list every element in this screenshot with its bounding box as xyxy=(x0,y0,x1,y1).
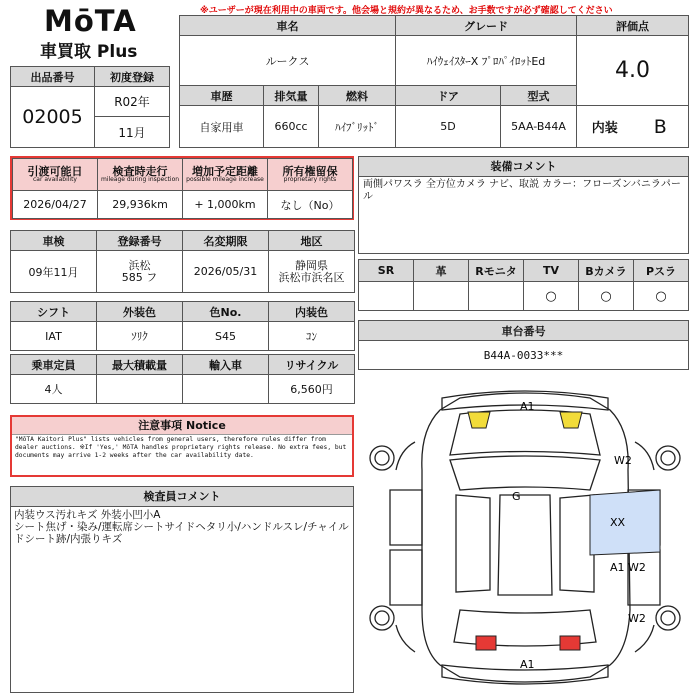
deadline-value: 2026/05/31 xyxy=(183,251,269,293)
ext-color-label: 外装色 xyxy=(97,302,183,322)
car-name-label: 車名 xyxy=(180,16,396,36)
color-no-value: S45 xyxy=(183,322,269,351)
grade-value: ﾊｲｳｪｲｽﾀｰX ﾌﾟﾛﾊﾟｲﾛｯﾄEd xyxy=(396,36,577,86)
option-value-0 xyxy=(359,282,414,311)
area-value: 静岡県 浜松市浜名区 xyxy=(269,251,355,293)
option-value-2 xyxy=(469,282,524,311)
chassis-value: B44A-0033*** xyxy=(359,341,689,370)
a1-w2-label: A1 W2 xyxy=(610,561,646,574)
mota-logo: MōTA xyxy=(44,4,137,38)
recycle-value: 6,560円 xyxy=(269,375,355,404)
recycle-label: リサイクル xyxy=(269,355,355,375)
shift-label: シフト xyxy=(11,302,97,322)
first-reg-label: 初度登録 xyxy=(95,67,170,87)
increase-value: + 1,000km xyxy=(183,191,268,219)
import-label: 輸入車 xyxy=(183,355,269,375)
main-info-table xyxy=(179,15,689,148)
mileage-label: 検査時走行 mileage during inspection xyxy=(98,159,183,191)
xx-label: XX xyxy=(610,516,626,529)
listing-no-value: 02005 xyxy=(11,87,95,148)
plate-label: 登録番号 xyxy=(97,231,183,251)
door-label: ドア xyxy=(396,86,501,106)
int-color-label: 内装色 xyxy=(269,302,355,322)
chassis-label: 車台番号 xyxy=(359,321,689,341)
option-value-4: ○ xyxy=(579,282,634,311)
mota-logo-sub: 車買取 Plus xyxy=(40,42,138,62)
roof-label: G xyxy=(512,490,521,503)
front-light-left xyxy=(468,412,490,428)
shaken-label: 車検 xyxy=(11,231,97,251)
shift-table xyxy=(10,301,355,351)
inspector-title: 検査員コメント xyxy=(11,487,353,507)
chassis-table xyxy=(358,320,689,370)
availability-box xyxy=(10,156,354,220)
fuel-label: 燃料 xyxy=(319,86,396,106)
notice-box xyxy=(10,415,354,477)
first-reg-year: R02年 xyxy=(95,87,170,117)
score-value: 4.0 xyxy=(577,36,689,106)
model-value: 5AA-B44A xyxy=(501,106,577,148)
grade-label: グレード xyxy=(396,16,577,36)
option-value-5: ○ xyxy=(634,282,689,311)
color-no-label: 色No. xyxy=(183,302,269,322)
front-bumper-label: A1 xyxy=(520,400,535,413)
inspector-text: 内装ウス汚れキズ 外装小凹小A シート焦げ・染み/運転席シートサイドヘタリ小/ハンドルスレ/チャイルドシート跡/内張りキズ xyxy=(14,509,349,545)
displacement-value: 660cc xyxy=(264,106,319,148)
seat-value: 4人 xyxy=(11,375,97,404)
score-label: 評価点 xyxy=(577,16,689,36)
w2-front-label: W2 xyxy=(614,454,632,467)
option-value-1 xyxy=(414,282,469,311)
equipment-text: 両側パワスラ 全方位カメラ ナビ、取説 カラー：フローズンバニラパール xyxy=(363,179,681,202)
import-value xyxy=(183,375,269,404)
capacity-table xyxy=(10,354,355,404)
w2-rear-label: W2 xyxy=(628,612,646,625)
rear-light-right xyxy=(560,636,580,650)
area-label: 地区 xyxy=(269,231,355,251)
rear-bumper-label: A1 xyxy=(520,658,535,671)
mileage-value: 29,936km xyxy=(98,191,183,219)
option-label-4: Bカメラ xyxy=(579,260,634,282)
car-name-value: ルークス xyxy=(180,36,396,86)
availability-date-label: 引渡可能日 car availability xyxy=(13,159,98,191)
equipment-title: 装備コメント xyxy=(359,157,688,177)
seat-label: 乗車定員 xyxy=(11,355,97,375)
rights-label: 所有権留保 proprietary rights xyxy=(268,159,353,191)
history-label: 車歴 xyxy=(180,86,264,106)
availability-date-value: 2026/04/27 xyxy=(13,191,98,219)
model-label: 型式 xyxy=(501,86,577,106)
ext-color-value: ｿﾘｸ xyxy=(97,322,183,351)
history-value: 自家用車 xyxy=(180,106,264,148)
shift-value: IAT xyxy=(11,322,97,351)
load-value xyxy=(97,375,183,404)
shaken-value: 09年11月 xyxy=(11,251,97,293)
interior-label: 内装 xyxy=(591,121,618,136)
option-label-2: Rモニタ xyxy=(469,260,524,282)
load-label: 最大積載量 xyxy=(97,355,183,375)
displacement-label: 排気量 xyxy=(264,86,319,106)
plate-value: 浜松 585 フ xyxy=(97,251,183,293)
option-label-5: Pスラ xyxy=(634,260,689,282)
option-label-1: 革 xyxy=(414,260,469,282)
front-light-right xyxy=(560,412,582,428)
notice-title: 注意事項 Notice xyxy=(12,417,352,435)
equipment-box xyxy=(358,156,689,254)
inspector-box xyxy=(10,486,354,693)
first-reg-month: 11月 xyxy=(95,117,170,148)
top-notice: ※ユーザーが現在利用中の車両です。他会場と規約が異なるため、お手数ですが必ず確認してください xyxy=(200,6,613,16)
notice-text: "MōTA Kaitori Plus" lists vehicles from general users, therefore rules differ from dealer auctions. ※If 'Yes,' MōTA handles proprietary rights release. No extra fees, but documents may arrive 1-2 weeks after the car availability date. xyxy=(15,436,347,459)
option-value-3: ○ xyxy=(524,282,579,311)
listing-table xyxy=(10,66,170,148)
rights-value: なし（No） xyxy=(268,191,353,219)
options-table xyxy=(358,259,689,311)
deadline-label: 名変期限 xyxy=(183,231,269,251)
rear-light-left xyxy=(476,636,496,650)
option-label-0: SR xyxy=(359,260,414,282)
listing-no-label: 出品番号 xyxy=(11,67,95,87)
increase-label: 増加予定距離 possible mileage increase xyxy=(183,159,268,191)
registration-table xyxy=(10,230,355,293)
int-color-value: ｺﾝ xyxy=(269,322,355,351)
interior-value: B xyxy=(653,115,667,138)
fuel-value: ﾊｲﾌﾞﾘｯﾄﾞ xyxy=(319,106,396,148)
option-label-3: TV xyxy=(524,260,579,282)
car-damage-diagram xyxy=(360,380,690,695)
door-value: 5D xyxy=(396,106,501,148)
